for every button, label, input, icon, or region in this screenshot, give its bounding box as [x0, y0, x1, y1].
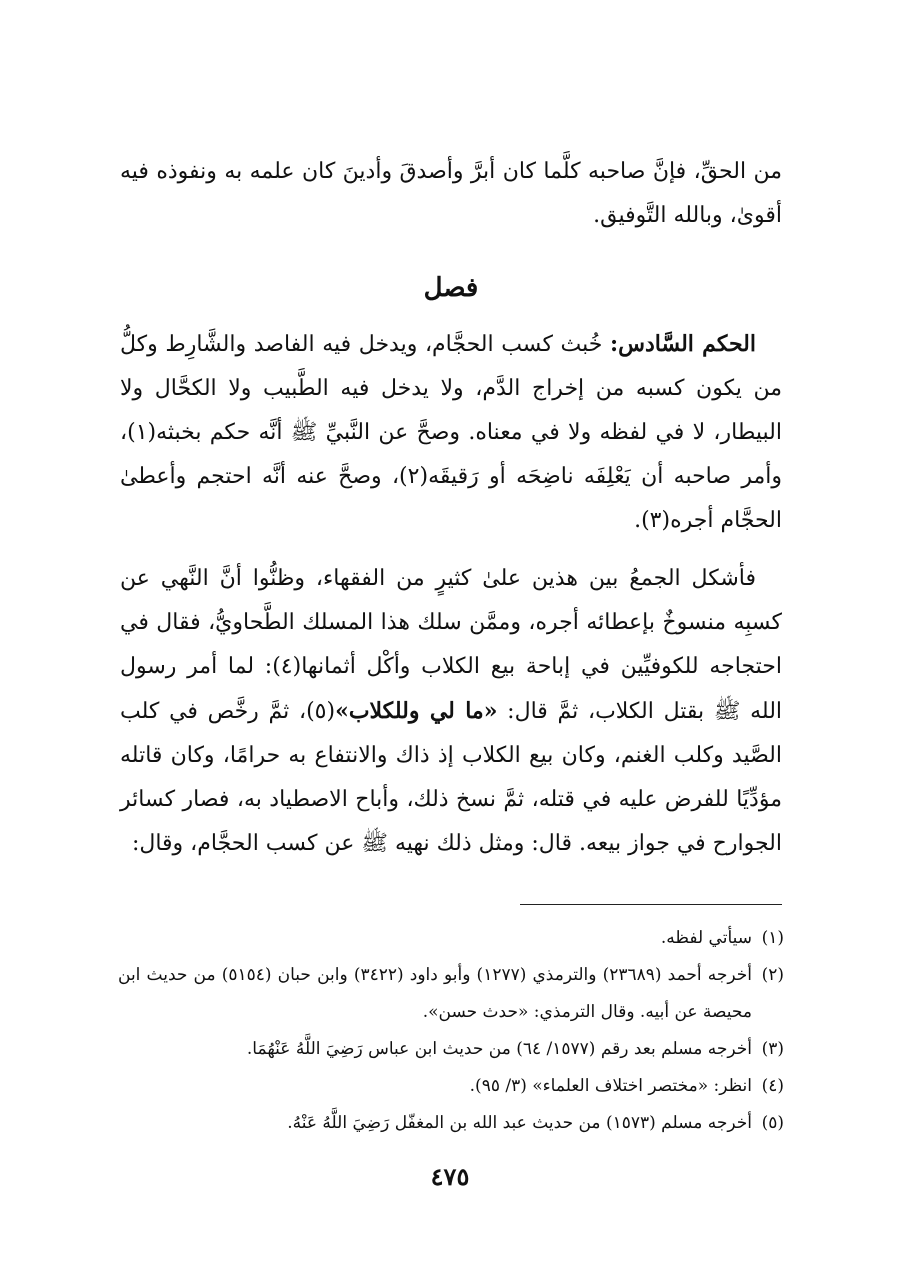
footnote-number: (٤): [761, 1076, 784, 1096]
paragraph-sixth-ruling: [120, 322, 782, 543]
tahawi-text-1: فأشكل الجمعُ بين هذين علىٰ كثيرٍ من الفقهاء، وظنُّوا أنَّ النَّهي عن كسبِه منسوخٌ بإعطائه أجره، وممَّن سلك هذا المسلك الطَّحاويُّ، فقال في احتجاجه للكوفيِّين في إباحة بيع الكلاب وأكْل أثمانها(٤): لما أمر رسول الله ﷺ بقتل الكلاب، ثمَّ قال:: [120, 566, 783, 724]
page-number: ٤٧٥: [430, 1162, 470, 1191]
tahawi-text-2: (٥)، ثمَّ رخَّص في كلب الصَّيد وكلب الغنم، وكان بيع الكلاب إذ ذاك والانتفاع به حرامًا، وكان قاتله مؤدِّيًا للفرض عليه في قتله، ثمَّ نسخ ذلك، وأباح الاصطياد به، فصار كسائر الجوارح في جواز بيعه. قال: ومثل ذلك نهيه ﷺ عن كسب الحجَّام، وقال:: [120, 699, 782, 856]
hadith-quote: «ما لي وللكلاب»: [335, 698, 498, 724]
footnote-text: انظر: «مختصر اختلاف العلماء» (٣/ ٩٥).: [469, 1076, 752, 1096]
footnote-separator: [520, 904, 782, 905]
page-body: [120, 150, 782, 866]
footnote-text: أخرجه أحمد (٢٣٦٨٩) والترمذي (١٢٧٧) وأبو داود (٣٤٢٢) وابن حبان (٥١٥٤) من حديث ابن محيصة عن أبيه. وقال الترمذي: «حدث حسن».: [118, 965, 752, 1022]
ruling-title: الحكم السَّادس:: [609, 331, 756, 357]
ruling-text: خُبث كسب الحجَّام، ويدخل فيه الفاصد والشَّارِط وكلُّ من يكون كسبه من إخراج الدَّم، ولا يدخل فيه الطَّبيب ولا الكحَّال ولا البيطار، لا في لفظه ولا في معناه. وصحَّ عن النَّبيِّ ﷺ أنَّه حكم بخبثه(١)، وأمر صاحبه أن يَعْلِفَه ناضِحَه أو رَقيقَه(٢)، وصحَّ عنه أنَّه احتجم وأعطىٰ الحجَّام أجره(٣).: [120, 332, 783, 533]
paragraph-continuation: من الحقِّ، فإنَّ صاحبه كلَّما كان أبرَّ وأصدقَ وأدينَ كان علمه به ونفوذه فيه أقوىٰ، وبالله التَّوفيق.: [120, 159, 782, 228]
footnote-item: [118, 1105, 784, 1142]
paragraph-tahawi: [120, 557, 782, 866]
footnote-number: (٢): [761, 965, 784, 985]
footnote-item: [118, 1031, 784, 1068]
footnotes: [118, 920, 784, 1142]
footnote-text: أخرجه مسلم بعد رقم (١٥٧٧/ ٦٤) من حديث ابن عباس رَضِيَ اللَّهُ عَنْهُمَا.: [246, 1039, 752, 1059]
section-heading: فصل: [423, 273, 479, 303]
footnote-number: (٥): [761, 1113, 784, 1133]
footnote-number: (١): [761, 928, 784, 948]
footnote-item: [118, 920, 784, 957]
footnote-item: [118, 957, 784, 1031]
footnote-text: أخرجه مسلم (١٥٧٣) من حديث عبد الله بن المغفّل رَضِيَ اللَّهُ عَنْهُ.: [287, 1113, 752, 1133]
footnote-number: (٣): [761, 1039, 784, 1059]
footnote-item: [118, 1068, 784, 1105]
footnote-text: سيأتي لفظه.: [660, 928, 752, 948]
